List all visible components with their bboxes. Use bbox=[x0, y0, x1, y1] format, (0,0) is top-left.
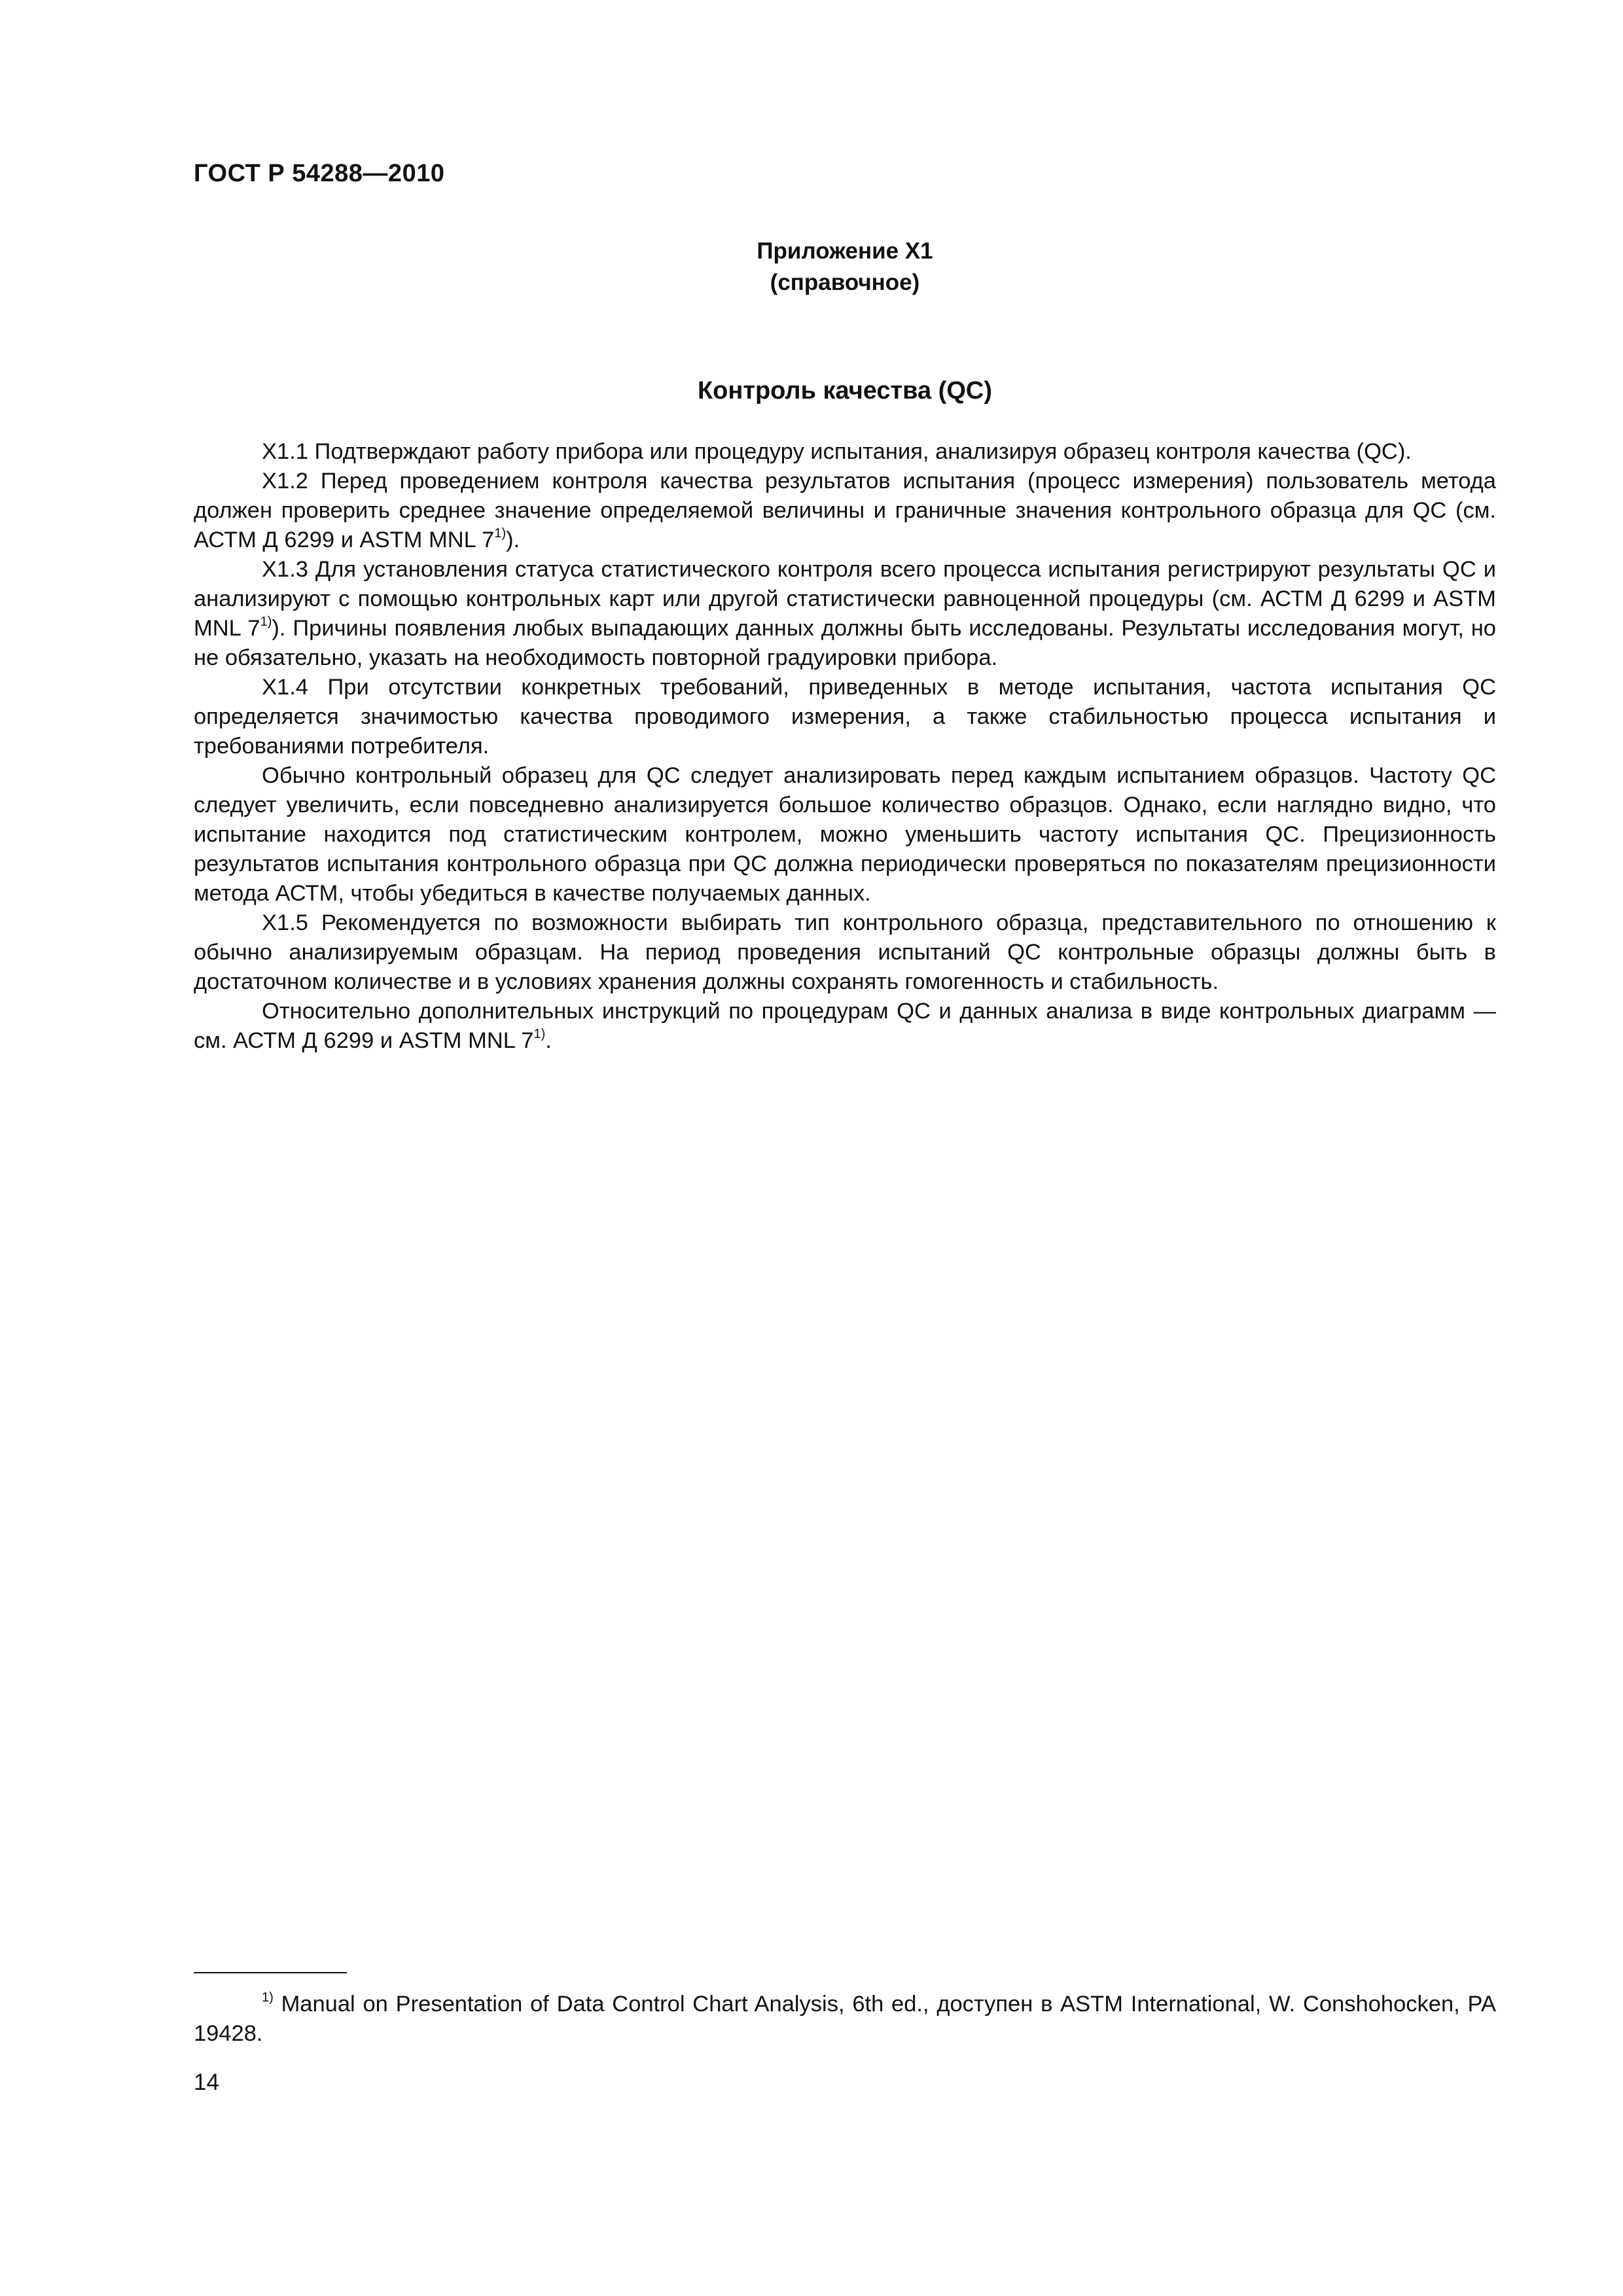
appendix-title: Приложение X1 bbox=[757, 238, 933, 264]
paragraph-additional-text: Относительно дополнительных инструкций по процедурам QC и данных анализа в виде контрольных диаграмм — см. АСТМ Д 6299 и ASTM MNL 7 bbox=[194, 999, 1496, 1053]
paragraph-x1-3 bbox=[194, 555, 1496, 673]
footnote-marker: 1) bbox=[262, 1990, 274, 2005]
paragraph-additional-instructions bbox=[194, 997, 1496, 1056]
paragraph-x1-1: X1.1 Подтверждают работу прибора или процедуру испытания, анализируя образец контроля качества (QC). bbox=[262, 439, 1412, 464]
appendix-heading bbox=[194, 236, 1496, 298]
footnote-divider bbox=[194, 1972, 347, 1973]
footnote-text: Manual on Presentation of Data Control Chart Analysis, 6th ed., доступен в ASTM International, W. Conshohocken, PA 19428. bbox=[194, 1992, 1496, 2046]
paragraph-x1-2-end: ). bbox=[506, 528, 520, 552]
footnote-paragraph bbox=[194, 1990, 1496, 2049]
page-number: 14 bbox=[194, 2070, 219, 2095]
footnote bbox=[194, 1990, 1496, 2049]
footnote-ref: 1) bbox=[533, 1027, 546, 1041]
footnote-ref: 1) bbox=[494, 526, 507, 541]
section-title: Контроль качества (QC) bbox=[697, 377, 992, 404]
body-text bbox=[194, 437, 1496, 1056]
paragraph-x1-3-end: ). Причины появления любых выпадающих данных должны быть исследованы. Результаты исследования могут, но не обязательно, указать на необходимость повторной градуировки прибора. bbox=[194, 616, 1496, 670]
paragraph-x1-2-text: X1.2 Перед проведением контроля качества результатов испытания (процесс измерения) пользователь метода должен проверить среднее значение определяемой величины и граничные значения контрольного образца для QC (см. АСТМ Д 6299 и ASTM MNL 7 bbox=[194, 469, 1496, 552]
paragraph-additional-end: . bbox=[545, 1028, 552, 1053]
paragraph-x1-2 bbox=[194, 467, 1496, 555]
footnote-ref: 1) bbox=[260, 615, 272, 629]
appendix-subtitle: (справочное) bbox=[770, 270, 920, 295]
paragraph-x1-3-text: X1.3 Для установления статуса статистического контроля всего процесса испытания регистрируют результаты QC и анализируют с помощью контрольных карт или другой статистически равноценной процедуры (см. АСТМ Д 6299 и ASTM MNL 7 bbox=[194, 557, 1496, 641]
paragraph-qc-frequency: Обычно контрольный образец для QC следует анализировать перед каждым испытанием образцов. Частоту QC следует увеличить, если повседневно анализируется большое количество образцов. Однако, если наглядно видно, что испытание находится под статистическим контролем, можно уменьшить частоту испытания QC. Прецизионность результатов испытания контрольного образца при QC должна периодически проверяться по показателям прецизионности метода АСТМ, чтобы убедиться в качестве получаемых данных. bbox=[194, 763, 1496, 906]
paragraph-x1-4: X1.4 При отсутствии конкретных требований, приведенных в методе испытания, частота испытания QC определяется значимостью качества проводимого измерения, а также стабильностью процесса испытания и требованиями потребителя. bbox=[194, 675, 1496, 759]
paragraph-x1-5: X1.5 Рекомендуется по возможности выбирать тип контрольного образца, представительного по отношению к обычно анализируемым образцам. На период проведения испытаний QC контрольные образцы должны быть в достаточном количестве и в условиях хранения должны сохранять гомогенность и стабильность. bbox=[194, 910, 1496, 994]
document-standard-id: ГОСТ Р 54288—2010 bbox=[194, 160, 445, 187]
